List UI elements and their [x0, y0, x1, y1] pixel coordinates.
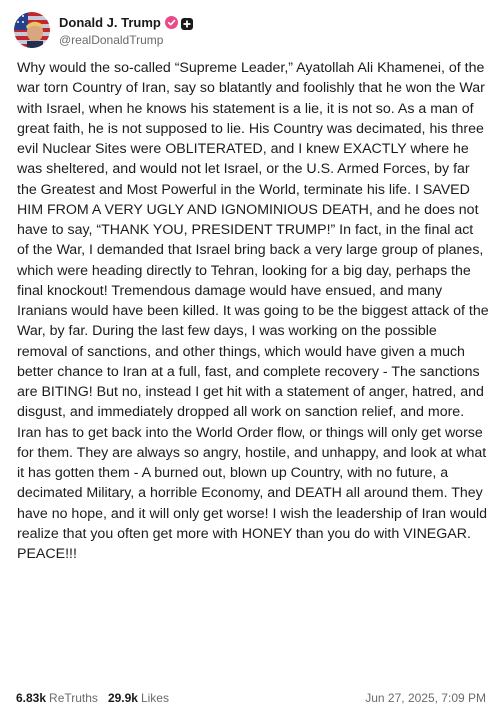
post-footer [16, 688, 486, 708]
likes-count: 29.9k [107, 691, 138, 705]
likes-label: Likes [140, 691, 169, 705]
post-header [14, 10, 193, 50]
retruths-stat[interactable] [16, 691, 98, 705]
truth-social-badge-icon [181, 17, 193, 29]
author-block [59, 14, 193, 47]
post-body-text: Why would the so-called “Supreme Leader,” Ayatollah Ali Khamenei, of the war torn Country of Iran, say so blatantly and foolishly that he won the War with Israel, when he knows his statement is a lie, it is not so. As a man of great faith, he is not supposed to lie. His Country was decimated, his three evil Nuclear Sites were OBLITERATED, and I knew EXACTLY where he was sheltered, and would not let Israel, or the U.S. Armed Forces, by far the Greatest and Most Powerful in the World, terminate his life. I SAVED HIM FROM A VERY UGLY AND IGNOMINIOUS DEATH, and he does not have to say, “THANK YOU, PRESIDENT TRUMP!” In fact, in the final act of the War, I demanded that Israel bring back a very large group of planes, which were heading directly to Tehran, looking for a big day, perhaps the final knockout! Tremendous damage would have ensued, and many Iranians would have been killed. It was going to be the biggest attack of the War, by far. During the last few days, I was working on the possible removal of sanctions, and other things, which would have given a much better chance to Iran at a full, fast, and complete recovery - The sanctions are BITING! But no, instead I get hit with a statement of anger, hatred, and disgust, and immediately dropped all work on sanction relief, and more. Iran has to get back into the World Order flow, or things will only get worse for them. They are always so angry, hostile, and unhappy, and look at what it has gotten them - A burned out, blown up Country, with no future, a decimated Military, a horrible Economy, and DEATH all around them. They have no hope, and it will only get worse! I wish the leadership of Iran would realize that you often get more with HONEY than you do with VINEGAR. PEACE!!! [17, 60, 489, 562]
avatar[interactable] [14, 12, 50, 48]
avatar-flag-portrait-icon [14, 12, 50, 48]
verified-badge-icon [165, 16, 178, 29]
retruths-label: ReTruths [49, 691, 98, 705]
retruths-count: 6.83k [16, 691, 47, 705]
name-row [59, 14, 193, 32]
display-name[interactable]: Donald J. Trump [59, 15, 161, 30]
likes-stat[interactable] [108, 691, 169, 705]
user-handle[interactable]: @realDonaldTrump [59, 32, 164, 47]
post-timestamp[interactable]: Jun 27, 2025, 7:09 PM [365, 691, 486, 705]
